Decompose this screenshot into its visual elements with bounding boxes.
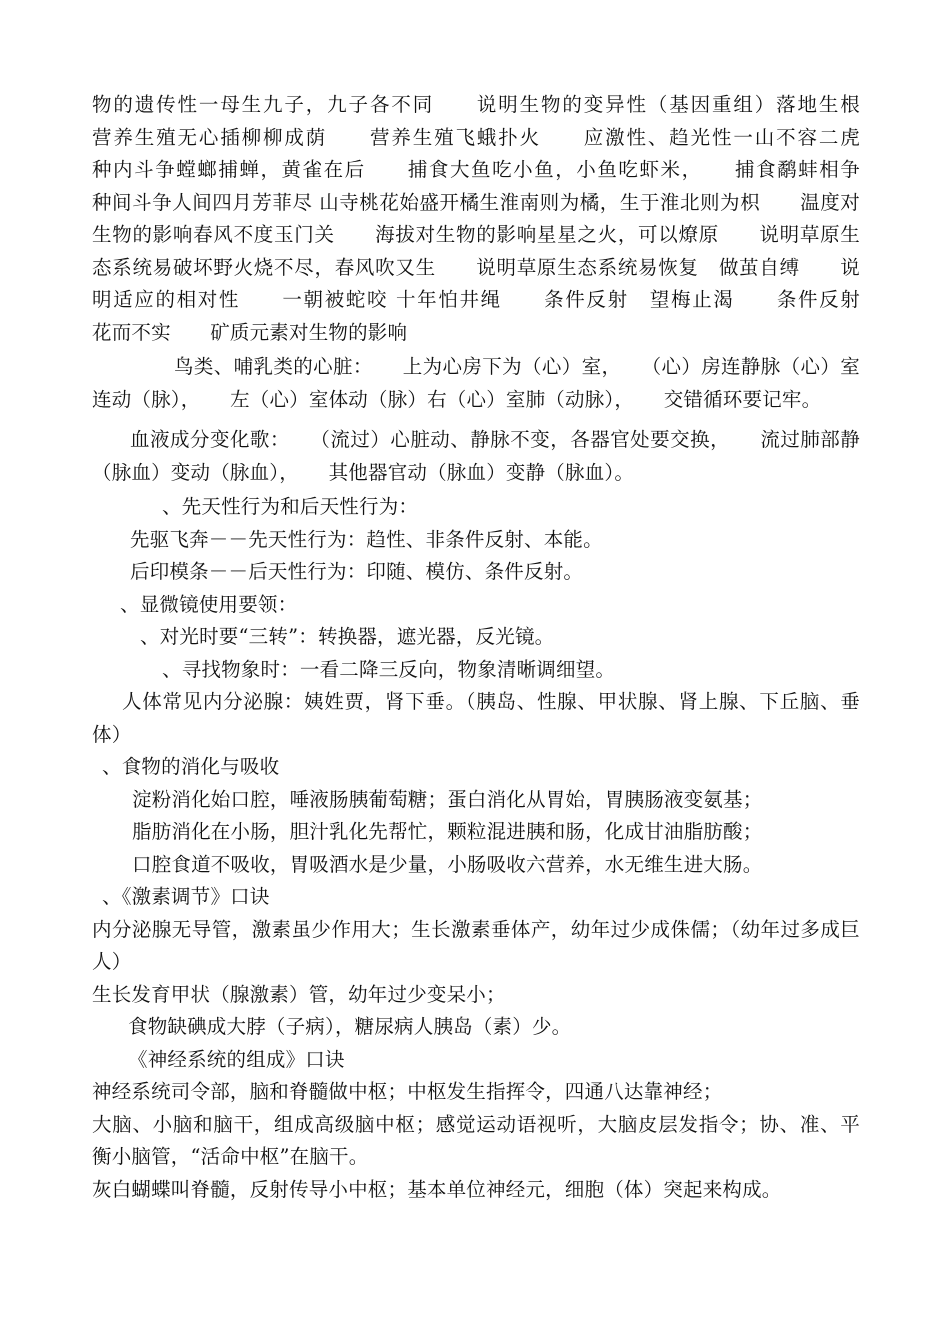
document-body [92,89,900,1206]
heading-innate-learned-behavior: 、先天性行为和后天性行为： [162,495,419,518]
line-hormone-3: 食物缺碘成大脖（子病），糖尿病人胰岛（素）少。 [128,1015,572,1038]
line-digestion-1: 淀粉消化始口腔，唾液肠胰葡萄糖；蛋白消化从胃始，胃胰肠液变氨基； [132,787,763,811]
paragraph-blood-rhyme: 血液成分变化歌： （流过）心脏动、静脉不变，各器官处要交换， 流过肺部静（脉血）变动（脉血）， 其他器官动（脉血）变静（脉血）。 [92,428,860,484]
line-hormone-1: 内分泌腺无导管，激素虽少作用大；生长激素垂体产，幼年过少成侏儒；（幼年过多成巨人） [92,917,860,973]
line-hormone-2: 生长发育甲状（腺激素）管，幼年过少变呆小； [92,982,506,1006]
paragraph-biology-idioms: 物的遗传性一母生九子，九子各不同 说明生物的变异性（基因重组）落地生根 营养生殖无心插柳柳成荫 营养生殖飞蛾扑火 应激性、趋光性一山不容二虎 种内斗争螳螂捕蝉，黄雀在后 捕食大鱼吃小鱼，小鱼吃虾米， 捕食鹬蚌相争 种间斗争人间四月芳菲尽 山寺桃花始盛开橘生淮南则为橘，生于淮北则为枳 温度对生物的影响春风不度玉门关 海拔对生物的影响星星之火，可以燎原 说明草原生态系统易破坏野火烧不尽，春风吹又生 说明草原生态系统易恢复 做茧自缚 说明适应的相对性 一朝被蛇咬 十年怕井绳 条件反射 望梅止渴 条件反射 花而不实 矿质元素对生物的影响 [92,93,900,344]
line-learned-behavior: 后印模条－－后天性行为：印随、模仿、条件反射。 [130,560,584,583]
line-nerve-2: 大脑、小脑和脑干，组成高级脑中枢；感觉运动语视听，大脑皮层发指令；协、准、平衡小脑管，“活命中枢”在脑干。 [92,1112,860,1168]
paragraph-heart-rhyme: 鸟类、哺乳类的心脏： 上为心房下为（心）室， （心）房连静脉（心）室连动（脉）， 左（心）室体动（脉）右（心）室肺（动脉）， 交错循环要记牢。 [92,355,860,411]
line-microscope-focus: 、寻找物象时：一看二降三反向，物象清晰调细望。 [162,657,616,681]
heading-digestion: 、食物的消化与吸收 [102,755,280,778]
line-microscope-light: 、对光时要“三转”：转换器，遮光器，反光镜。 [140,625,555,648]
line-innate-behavior: 先驱飞奔－－先天性行为：趋性、非条件反射、本能。 [130,527,603,551]
line-digestion-3: 口腔食道不吸收，胃吸酒水是少量，小肠吸收六营养，水无维生进大肠。 [132,852,763,876]
heading-hormone-rhyme: 、《激素调节》口诀 [102,885,270,908]
heading-nervous-system-rhyme: 《神经系统的组成》口诀 [128,1047,345,1071]
line-nerve-1: 神经系统司令部，脑和脊髓做中枢；中枢发生指挥令，四通八达靠神经； [92,1080,723,1103]
line-nerve-3: 灰白蝴蝶叫脊髓，反射传导小中枢；基本单位神经元，细胞（体）突起来构成。 [92,1177,782,1201]
paragraph-endocrine-glands: 人体常见内分泌腺：姨姓贾，肾下垂。（胰岛、性腺、甲状腺、肾上腺、下丘脑、垂体） [92,690,860,746]
heading-microscope-tips: 、显微镜使用要领： [120,592,298,616]
line-digestion-2: 脂肪消化在小肠，胆汁乳化先帮忙，颗粒混进胰和肠，化成甘油脂肪酸； [132,820,763,843]
